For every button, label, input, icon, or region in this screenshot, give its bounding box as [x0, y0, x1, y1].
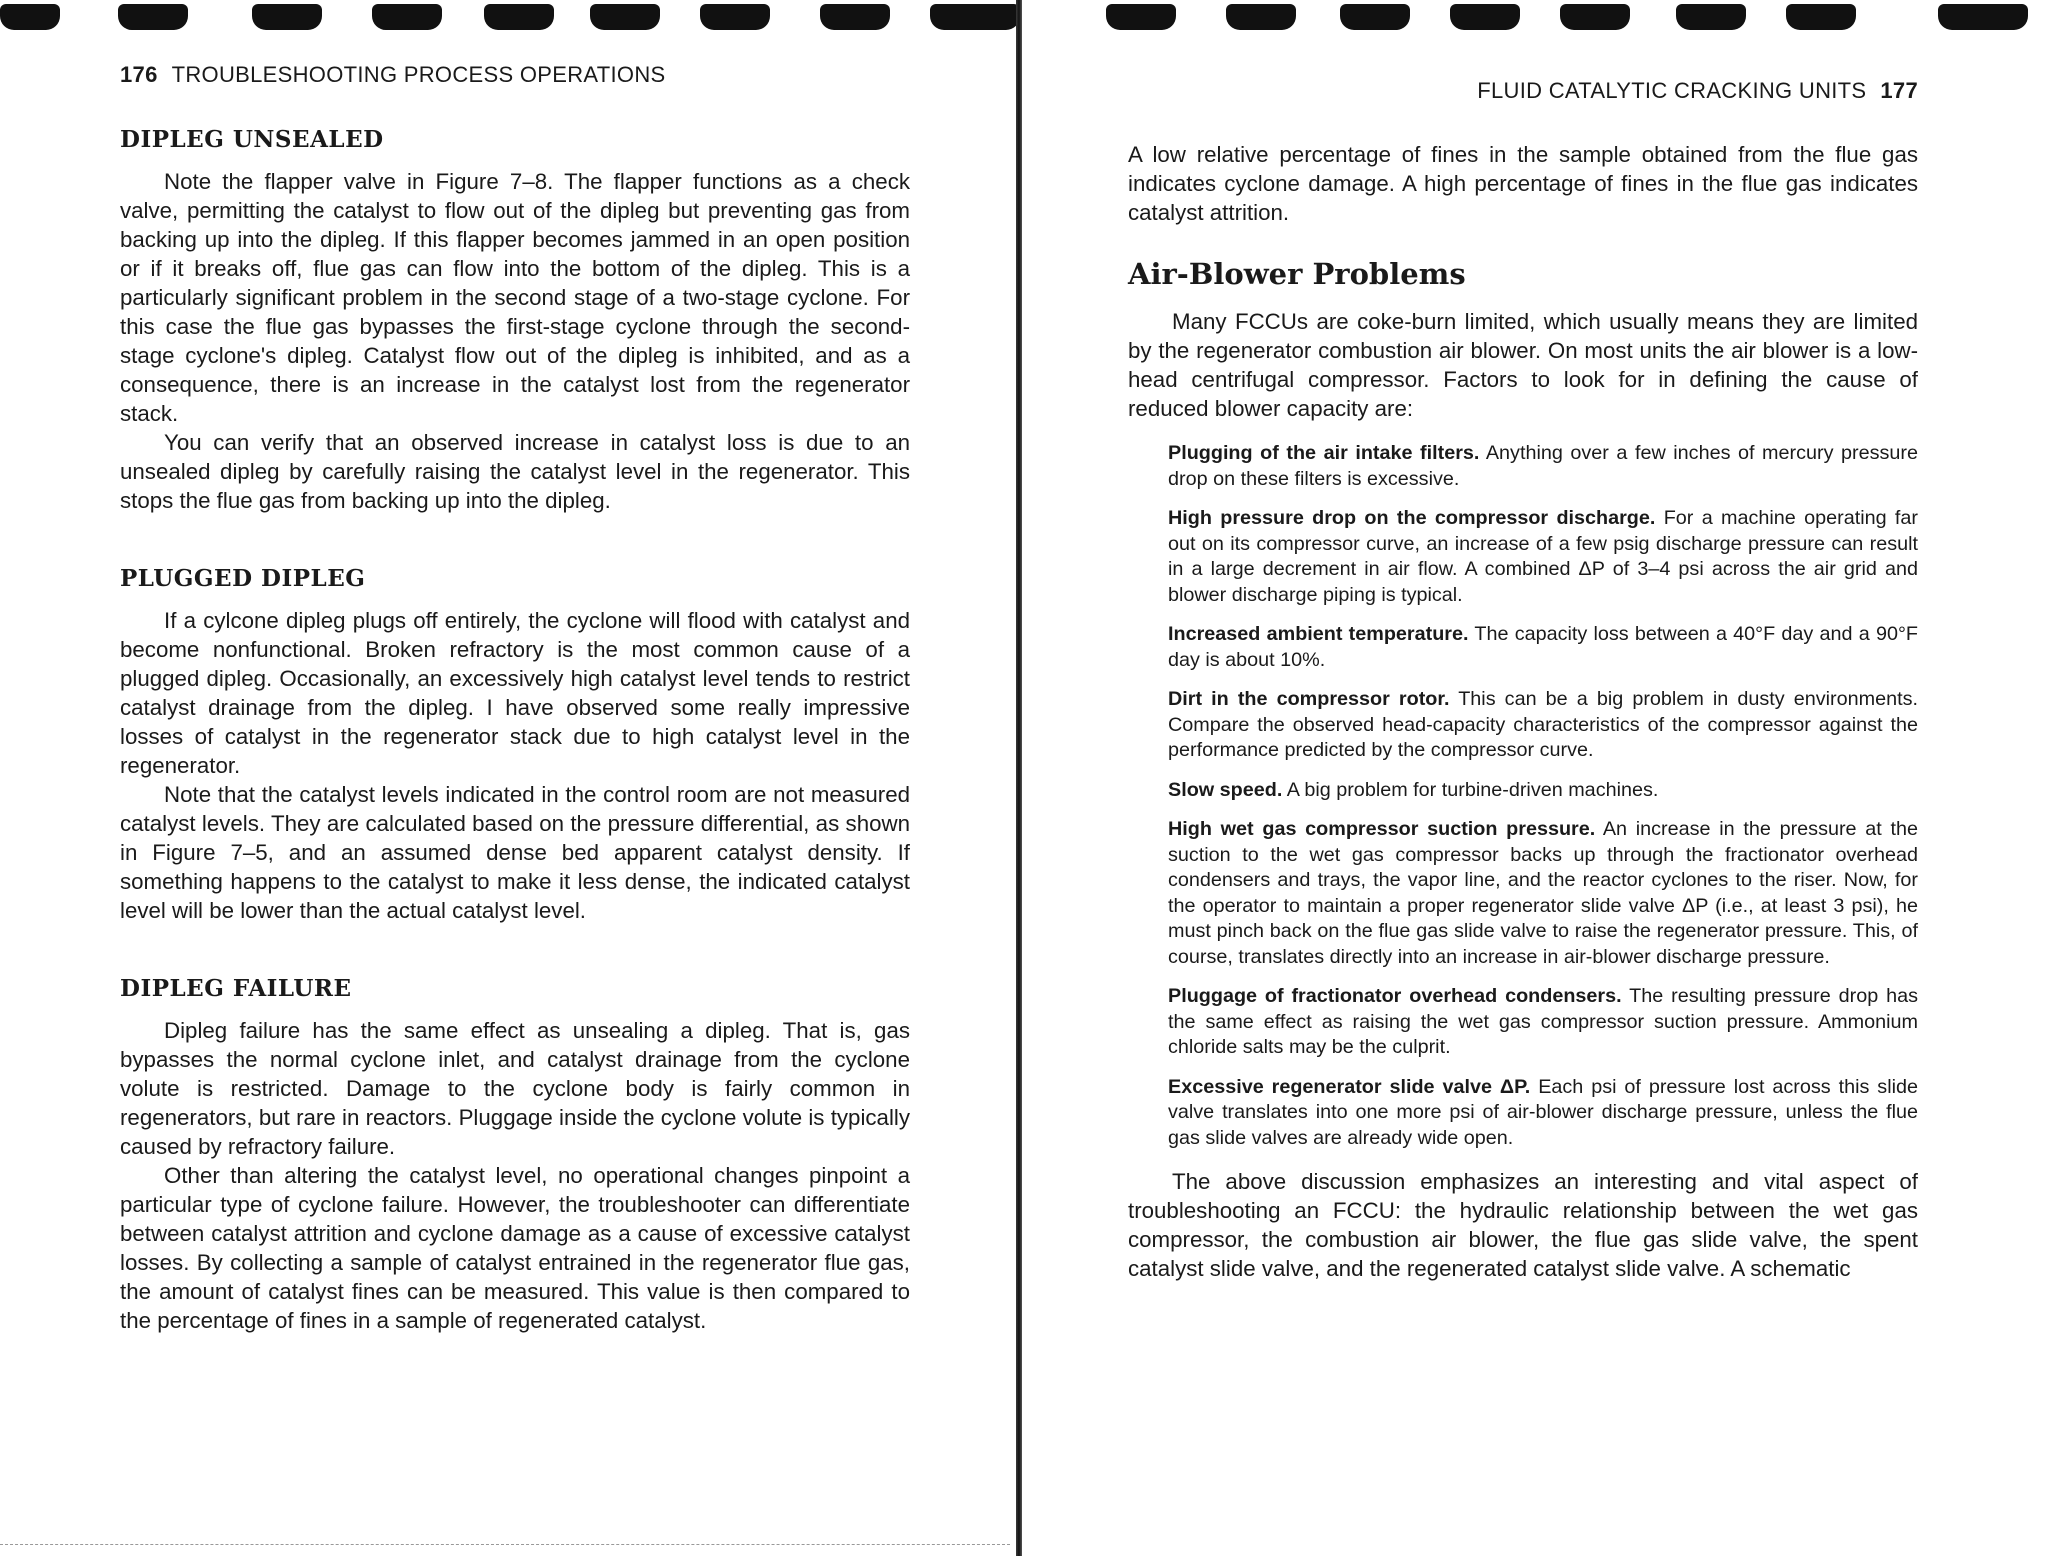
- factor-entry: [1168, 778, 1918, 804]
- page-number: 176: [120, 62, 158, 87]
- page-number: 177: [1880, 78, 1918, 103]
- factor-term: High wet gas compressor suction pressure.: [1168, 818, 1596, 840]
- book-spine: [1016, 0, 1022, 1556]
- section-heading-dipleg-unsealed: DIPLEG UNSEALED: [120, 126, 384, 153]
- factor-term: Dirt in the compressor rotor.: [1168, 688, 1450, 710]
- paragraph: Note the flapper valve in Figure 7–8. The flapper functions as a check valve, permitting the catalyst to flow out of the dipleg but preventing gas from backing up into the dipleg. If this flapper becomes jammed in an open position or if it breaks off, flue gas can flow into the bottom of the dipleg. This is a particularly significant problem in the second stage of a two-stage cyclone. For this case the flue gas bypasses the first-stage cyclone through the second-stage cyclone's dipleg. Catalyst flow out of the dipleg is inhibited, and as a consequence, there is an increase in the catalyst lost from the regenerator stack.: [120, 169, 910, 426]
- factor-text: The resulting pressure drop has the same effect as raising the wet gas compressor suction pressure. Ammonium chloride salts may be the culprit.: [1168, 985, 1918, 1058]
- intro-paragraph: Many FCCUs are coke-burn limited, which usually means they are limited by the regenerator combustion air blower. On most units the air blower is a low-head centrifugal compressor. Factors to look for in defining the cause of reduced blower capacity are:: [1128, 309, 1918, 421]
- factor-term: Excessive regenerator slide valve ΔP.: [1168, 1075, 1531, 1098]
- right-page: [1128, 62, 1918, 1283]
- factor-entry: [1168, 441, 1918, 492]
- page-edge: [0, 1544, 1010, 1546]
- factor-text: For a machine operating far out on its compressor curve, an increase of a few psig discharge pressure can result in a large decrement in air flow. A combined ΔP of 3–4 psi across the air grid and blower discharge piping is typical.: [1168, 507, 1918, 606]
- factor-term: Increased ambient temperature.: [1168, 623, 1469, 645]
- section-heading-plugged-dipleg: PLUGGED DIPLEG: [120, 565, 366, 592]
- factor-entry: [1168, 506, 1918, 608]
- closing-paragraph: The above discussion emphasizes an interesting and vital aspect of troubleshooting an FCCU: the hydraulic relationship between the wet gas compressor, the combustion air blower, the flue gas slide valve, the spent catalyst slide valve, and the regenerated catalyst slide valve. A schematic: [1128, 1169, 1918, 1281]
- factor-text: A big problem for turbine-driven machines.: [1282, 778, 1659, 801]
- paragraph: If a cylcone dipleg plugs off entirely, the cyclone will flood with catalyst and become nonfunctional. Broken refractory is the most common cause of a plugged dipleg. Occasionally, an excessively high catalyst level tends to restrict catalyst drainage from the dipleg. I have observed some really impressive losses of catalyst in the regenerator stack due to high catalyst level in the regenerator.: [120, 608, 910, 778]
- paragraph: Note that the catalyst levels indicated in the control room are not measured catalyst levels. They are calculated based on the pressure differential, as shown in Figure 7–5, and an assumed dense bed apparent catalyst density. If something happens to the catalyst to make it less dense, the indicated catalyst level will be lower than the actual catalyst level.: [120, 782, 910, 923]
- factor-term: Pluggage of fractionator overhead condensers.: [1168, 985, 1622, 1007]
- section-heading-air-blower: Air-Blower Problems: [1128, 257, 1466, 291]
- factor-term: Slow speed.: [1168, 778, 1283, 801]
- spiral-binding: [0, 0, 2048, 40]
- factor-entry: [1168, 687, 1918, 764]
- running-head-title: FLUID CATALYTIC CRACKING UNITS: [1477, 78, 1867, 103]
- factor-term: High pressure drop on the compressor discharge.: [1168, 507, 1656, 529]
- left-running-head: [120, 62, 910, 88]
- factor-text: This can be a big problem in dusty environments. Compare the observed head-capacity characteristics of the compressor against the performance predicted by the compressor curve.: [1168, 688, 1918, 761]
- factor-entry: [1168, 817, 1918, 970]
- left-page: [120, 62, 910, 1335]
- running-head-title: TROUBLESHOOTING PROCESS OPERATIONS: [171, 62, 666, 87]
- factor-term: Plugging of the air intake filters.: [1168, 442, 1480, 464]
- factor-text: The capacity loss between a 40°F day and a 90°F day is about 10%.: [1168, 623, 1918, 671]
- factor-text: Anything over a few inches of mercury pressure drop on these filters is excessive.: [1168, 442, 1918, 490]
- factor-entry: [1168, 622, 1918, 673]
- section-heading-dipleg-failure: DIPLEG FAILURE: [120, 975, 352, 1002]
- factor-entry: [1168, 984, 1918, 1061]
- right-running-head: [1128, 78, 1918, 104]
- paragraph: You can verify that an observed increase in catalyst loss is due to an unsealed dipleg by carefully raising the catalyst level in the regenerator. This stops the flue gas from backing up into the dipleg.: [120, 430, 910, 513]
- factor-text: An increase in the pressure at the suction to the wet gas compressor backs up through the fractionator overhead condensers and trays, the vapor line, and the reactor cyclones to the riser. Now, for the operator to maintain a proper regenerator slide valve ΔP (i.e., at least 3 psi), he must pinch back on the flue gas slide valve to raise the regenerator pressure. This, of course, translates directly into an increase in air-blower discharge pressure.: [1168, 818, 1918, 968]
- continuation-paragraph: A low relative percentage of fines in the sample obtained from the flue gas indicates cyclone damage. A high percentage of fines in the flue gas indicates catalyst attrition.: [1128, 142, 1918, 225]
- factor-text: Each psi of pressure lost across this slide valve translates into one more psi of air-blower discharge pressure, unless the flue gas slide valves are already wide open.: [1168, 1075, 1918, 1149]
- paragraph: Other than altering the catalyst level, no operational changes pinpoint a particular type of cyclone failure. However, the troubleshooter can differentiate between catalyst attrition and cyclone damage as a cause of excessive catalyst losses. By collecting a sample of catalyst entrained in the regenerator flue gas, the amount of catalyst fines can be measured. This value is then compared to the percentage of fines in a sample of regenerated catalyst.: [120, 1163, 910, 1333]
- paragraph: Dipleg failure has the same effect as unsealing a dipleg. That is, gas bypasses the normal cyclone inlet, and catalyst drainage from the cyclone volute is restricted. Damage to the cyclone body is fairly common in regenerators, but rare in reactors. Pluggage inside the cyclone volute is typically caused by refractory failure.: [120, 1018, 910, 1159]
- factor-entry: [1168, 1075, 1918, 1152]
